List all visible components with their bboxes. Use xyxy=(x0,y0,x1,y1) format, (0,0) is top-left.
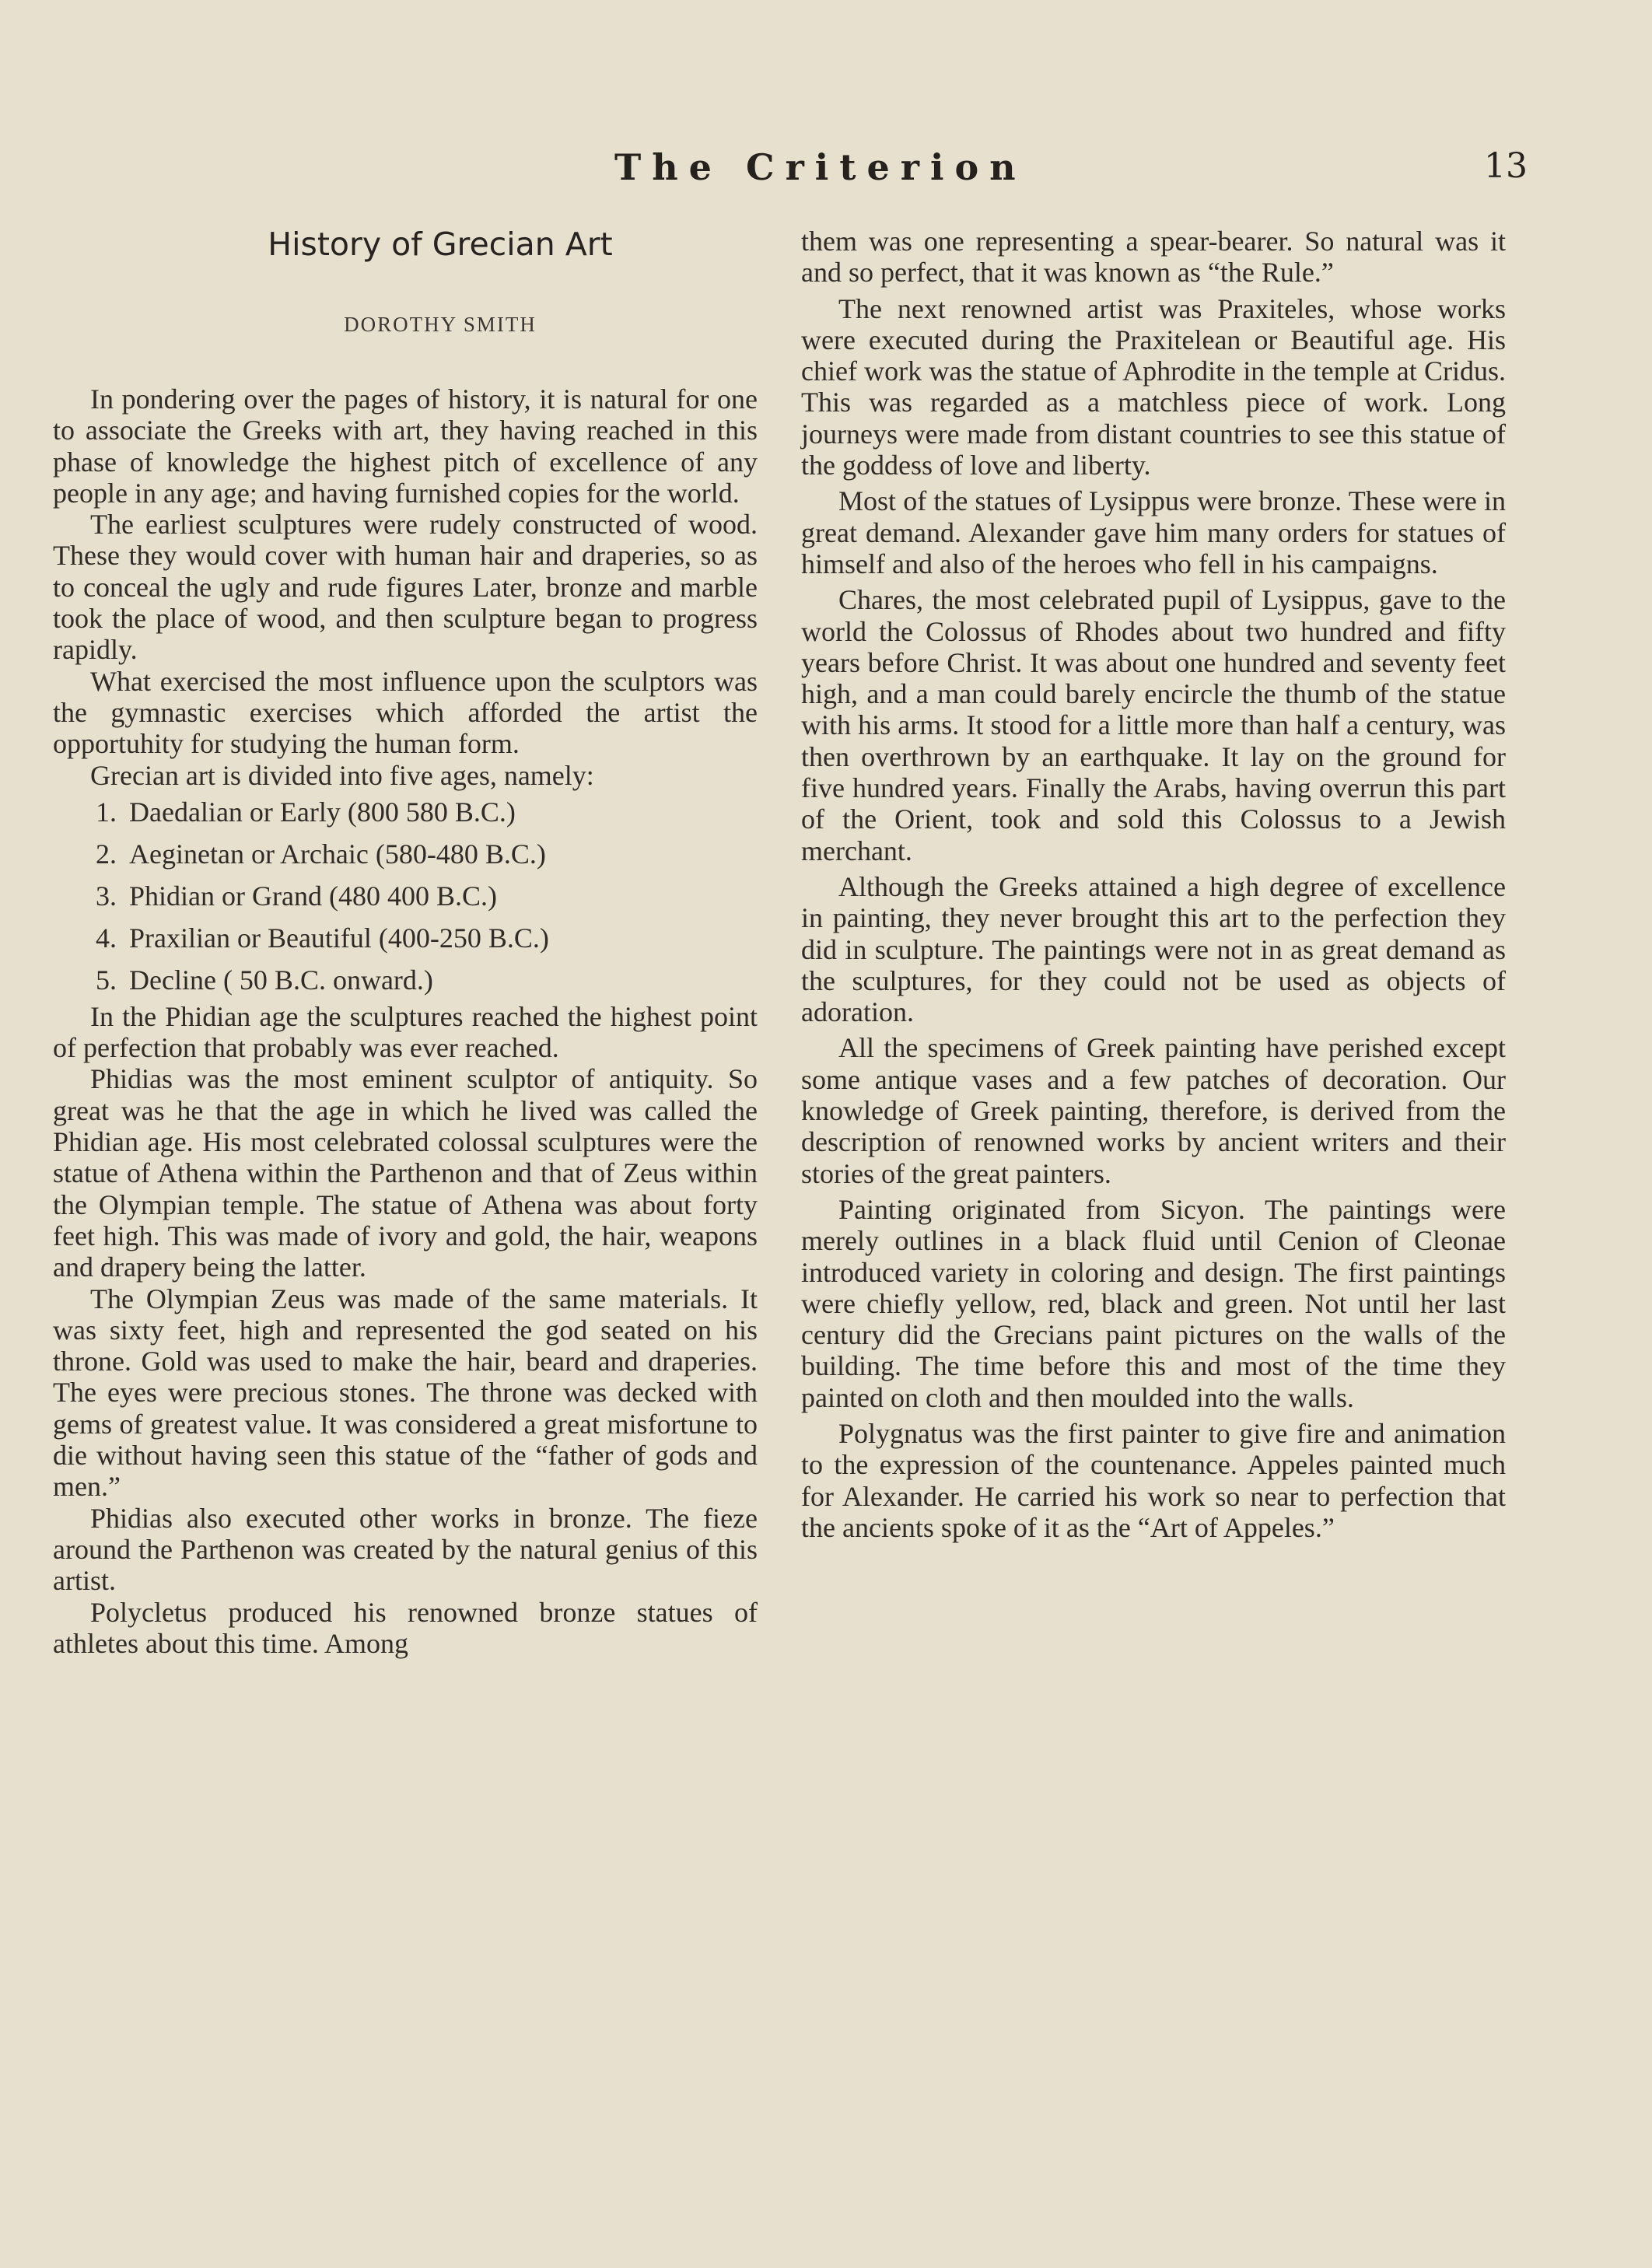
running-title: The Criterion xyxy=(614,146,1027,188)
list-number: 3. xyxy=(96,880,117,912)
paragraph: Polygnatus was the first painter to give fire and animation to the expression of the countenance. Appeles painted much for Alexander. He carried his work so near to perfection that the ancients spoke of it as the “Art of Appeles.” xyxy=(801,1417,1506,1543)
paragraph: Polycletus produced his renowned bronze statues of athletes about this time. Among xyxy=(53,1596,758,1659)
paragraph: The earliest sculptures were rudely constructed of wood. These they would cover with human hair and draperies, so as to conceal the ugly and rude figures Later, bronze and marble took the place of wood, and then sculpture began to progress rapidly. xyxy=(53,509,758,666)
paragraph: In the Phidian age the sculptures reached the highest point of perfection that probably was ever reached. xyxy=(53,1000,758,1064)
list-item xyxy=(53,959,758,1001)
list-item xyxy=(53,791,758,833)
paragraph: Painting originated from Sicyon. The paintings were merely outlines in a black fluid until Cenion of Cleonae introduced variety in coloring and design. The first paintings were chiefly yellow, red, black and green. Not until her last century did the Grecians paint pictures on the walls of the building. The time before this and most of the time they painted on cloth and then moulded into the walls. xyxy=(801,1193,1506,1413)
paragraph: Phidias was the most eminent sculptor of antiquity. So great was he that the age in which he lived was called the Phidian age. His most celebrated colossal sculptures were the statue of Athena within the Parthenon and that of Zeus within the Olympian temple. The statue of Athena was about forty feet high. This was made of ivory and gold, the hair, weapons and drapery being the latter. xyxy=(53,1063,758,1283)
paragraph: All the specimens of Greek painting have perished except some antique vases and a few patches of decoration. Our knowledge of Greek painting, therefore, is derived from the description of renowned works by ancient writers and their stories of the great painters. xyxy=(801,1032,1506,1189)
paragraph: In pondering over the pages of history, it is natural for one to associate the Greeks with art, they having reached in this phase of knowledge the highest pitch of excellence of any people in any age; and having furnished copies for the world. xyxy=(53,383,758,509)
right-column xyxy=(801,226,1506,1543)
paragraph: The Olympian Zeus was made of the same materials. It was sixty feet, high and represented the god seated on his throne. Gold was used to make the hair, beard and draperies. The eyes were precious stones. The throne was decked with gems of greatest value. It was considered a great misfortune to die without having seen this statue of the “father of gods and men.” xyxy=(53,1283,758,1503)
paragraph: The next renowned artist was Praxiteles, whose works were executed during the Praxitelean or Beautiful age. His chief work was the statue of Aphrodite in the temple at Cridus. This was regarded as a matchless piece of work. Long journeys were made from distant countries to see this statue of the goddess of love and liberty. xyxy=(801,292,1506,481)
paragraph: Grecian art is divided into five ages, namely: xyxy=(90,759,594,791)
paragraph: What exercised the most influence upon the sculptors was the gymnastic exercises which afforded the artist the opportuhity for studying the human form. xyxy=(53,665,758,760)
list-item xyxy=(53,917,758,959)
list-text: Decline ( 50 B.C. onward.) xyxy=(129,964,433,996)
list-item xyxy=(53,833,758,875)
list-number: 4. xyxy=(96,922,117,954)
paragraph: Most of the statues of Lysippus were bronze. These were in great demand. Alexander gave him many orders for statues of himself and also of the heroes who fell in his campaigns. xyxy=(801,485,1506,579)
list-text: Praxilian or Beautiful (400-250 B.C.) xyxy=(129,922,549,954)
list-number: 1. xyxy=(96,796,117,828)
list-text: Daedalian or Early (800 580 B.C.) xyxy=(129,796,516,828)
page-number: 13 xyxy=(1484,146,1528,186)
paragraph: them was one representing a spear-bearer. So natural was it and so perfect, that it was known as “the Rule.” xyxy=(801,226,1506,289)
list-text: Phidian or Grand (480 400 B.C.) xyxy=(129,880,497,912)
page-header xyxy=(0,146,1652,208)
paragraph: Phidias also executed other works in bronze. The fieze around the Parthenon was created by the natural genius of this artist. xyxy=(53,1502,758,1597)
list-item xyxy=(53,875,758,917)
paragraph: Although the Greeks attained a high degree of excellence in painting, they never brought this art to the perfection they did in sculpture. The paintings were not in as great demand as the sculptures, for they could not be used as objects of adoration. xyxy=(801,870,1506,1028)
list-text: Aeginetan or Archaic (580-480 B.C.) xyxy=(129,838,546,870)
paragraph: Chares, the most celebrated pupil of Lysippus, gave to the world the Colossus of Rhodes about two hundred and fifty years before Christ. It was about one hundred and seventy feet high, and a man could barely encircle the thumb of the statue with his arms. It stood for a little more than half a century, was then overthrown by an earthquake. It lay on the ground for five hundred years. Finally the Arabs, having overrun this part of the Orient, took and sold this Colossus to a Jewish merchant. xyxy=(801,584,1506,866)
byline: DOROTHY SMITH xyxy=(344,313,537,336)
ages-list xyxy=(53,791,758,1001)
list-number: 2. xyxy=(96,838,117,870)
article-title: History of Grecian Art xyxy=(268,226,613,263)
list-number: 5. xyxy=(96,964,117,996)
left-column xyxy=(53,226,758,1659)
